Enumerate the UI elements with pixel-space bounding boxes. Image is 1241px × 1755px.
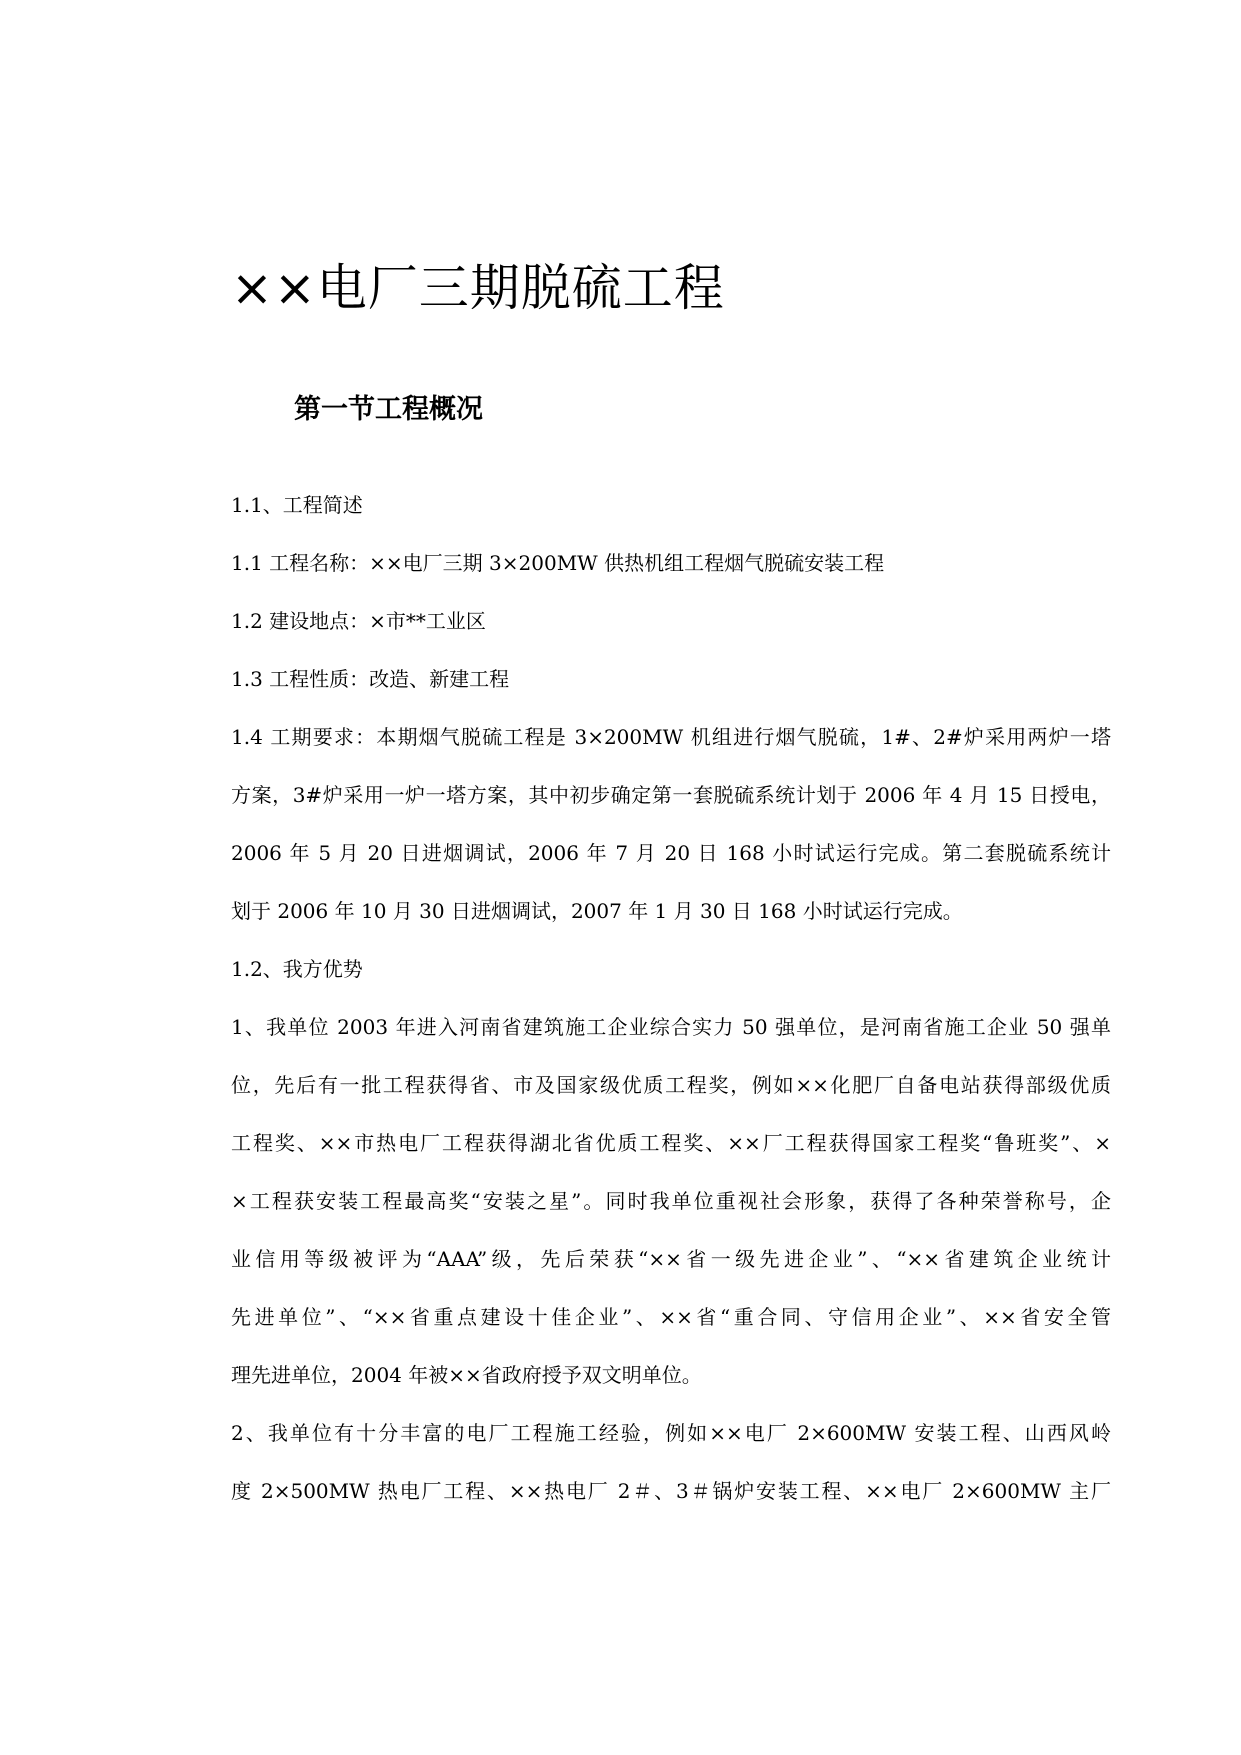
subsection-heading: 1.1、工程简述 <box>231 493 363 517</box>
section-title: 第一节工程概况 <box>294 394 483 425</box>
paragraph-line: 方案，3#炉采用一炉一塔方案，其中初步确定第一套脱硫系统计划于 2006 年 4 月 15 日授电， <box>231 783 1111 807</box>
body-text <box>231 476 1111 1520</box>
paragraph-line: ×工程获安装工程最高奖“安装之星”。同时我单位重视社会形象，获得了各种荣誉称号，企 <box>231 1189 1111 1213</box>
paragraph-line: 度 2×500MW 热电厂工程、××热电厂 2＃、3＃锅炉安装工程、××电厂 2×600MW 主厂 <box>231 1479 1111 1503</box>
paragraph-line: 2、我单位有十分丰富的电厂工程施工经验，例如××电厂 2×600MW 安装工程、山西风岭 <box>231 1421 1111 1445</box>
paragraph-line: 业信用等级被评为“AAA”级，先后荣获“××省一级先进企业”、“××省建筑企业统计 <box>231 1247 1111 1271</box>
paragraph-line: 1.1 工程名称：××电厂三期 3×200MW 供热机组工程烟气脱硫安装工程 <box>231 551 885 575</box>
paragraph-line: 1.2 建设地点：×市**工业区 <box>231 609 486 633</box>
document-title: ××电厂三期脱硫工程 <box>231 259 725 317</box>
paragraph-line: 1.4 工期要求：本期烟气脱硫工程是 3×200MW 机组进行烟气脱硫，1#、2#炉采用两炉一塔 <box>231 725 1111 749</box>
paragraph-line: 工程奖、××市热电厂工程获得湖北省优质工程奖、××厂工程获得国家工程奖“鲁班奖”、× <box>231 1131 1111 1155</box>
paragraph-line: 划于 2006 年 10 月 30 日进烟调试，2007 年 1 月 30 日 168 小时试运行完成。 <box>231 899 963 923</box>
paragraph-line: 2006 年 5 月 20 日进烟调试，2006 年 7 月 20 日 168 小时试运行完成。第二套脱硫系统计 <box>231 841 1111 865</box>
subsection-heading: 1.2、我方优势 <box>231 957 363 981</box>
paragraph-line: 理先进单位，2004 年被××省政府授予双文明单位。 <box>231 1363 702 1387</box>
paragraph-line: 1.3 工程性质：改造、新建工程 <box>231 667 510 691</box>
paragraph-line: 先进单位”、“××省重点建设十佳企业”、××省“重合同、守信用企业”、××省安全管 <box>231 1305 1111 1329</box>
paragraph-line: 1、我单位 2003 年进入河南省建筑施工企业综合实力 50 强单位，是河南省施工企业 50 强单 <box>231 1015 1111 1039</box>
paragraph-line: 位，先后有一批工程获得省、市及国家级优质工程奖，例如××化肥厂自备电站获得部级优质 <box>231 1073 1111 1097</box>
